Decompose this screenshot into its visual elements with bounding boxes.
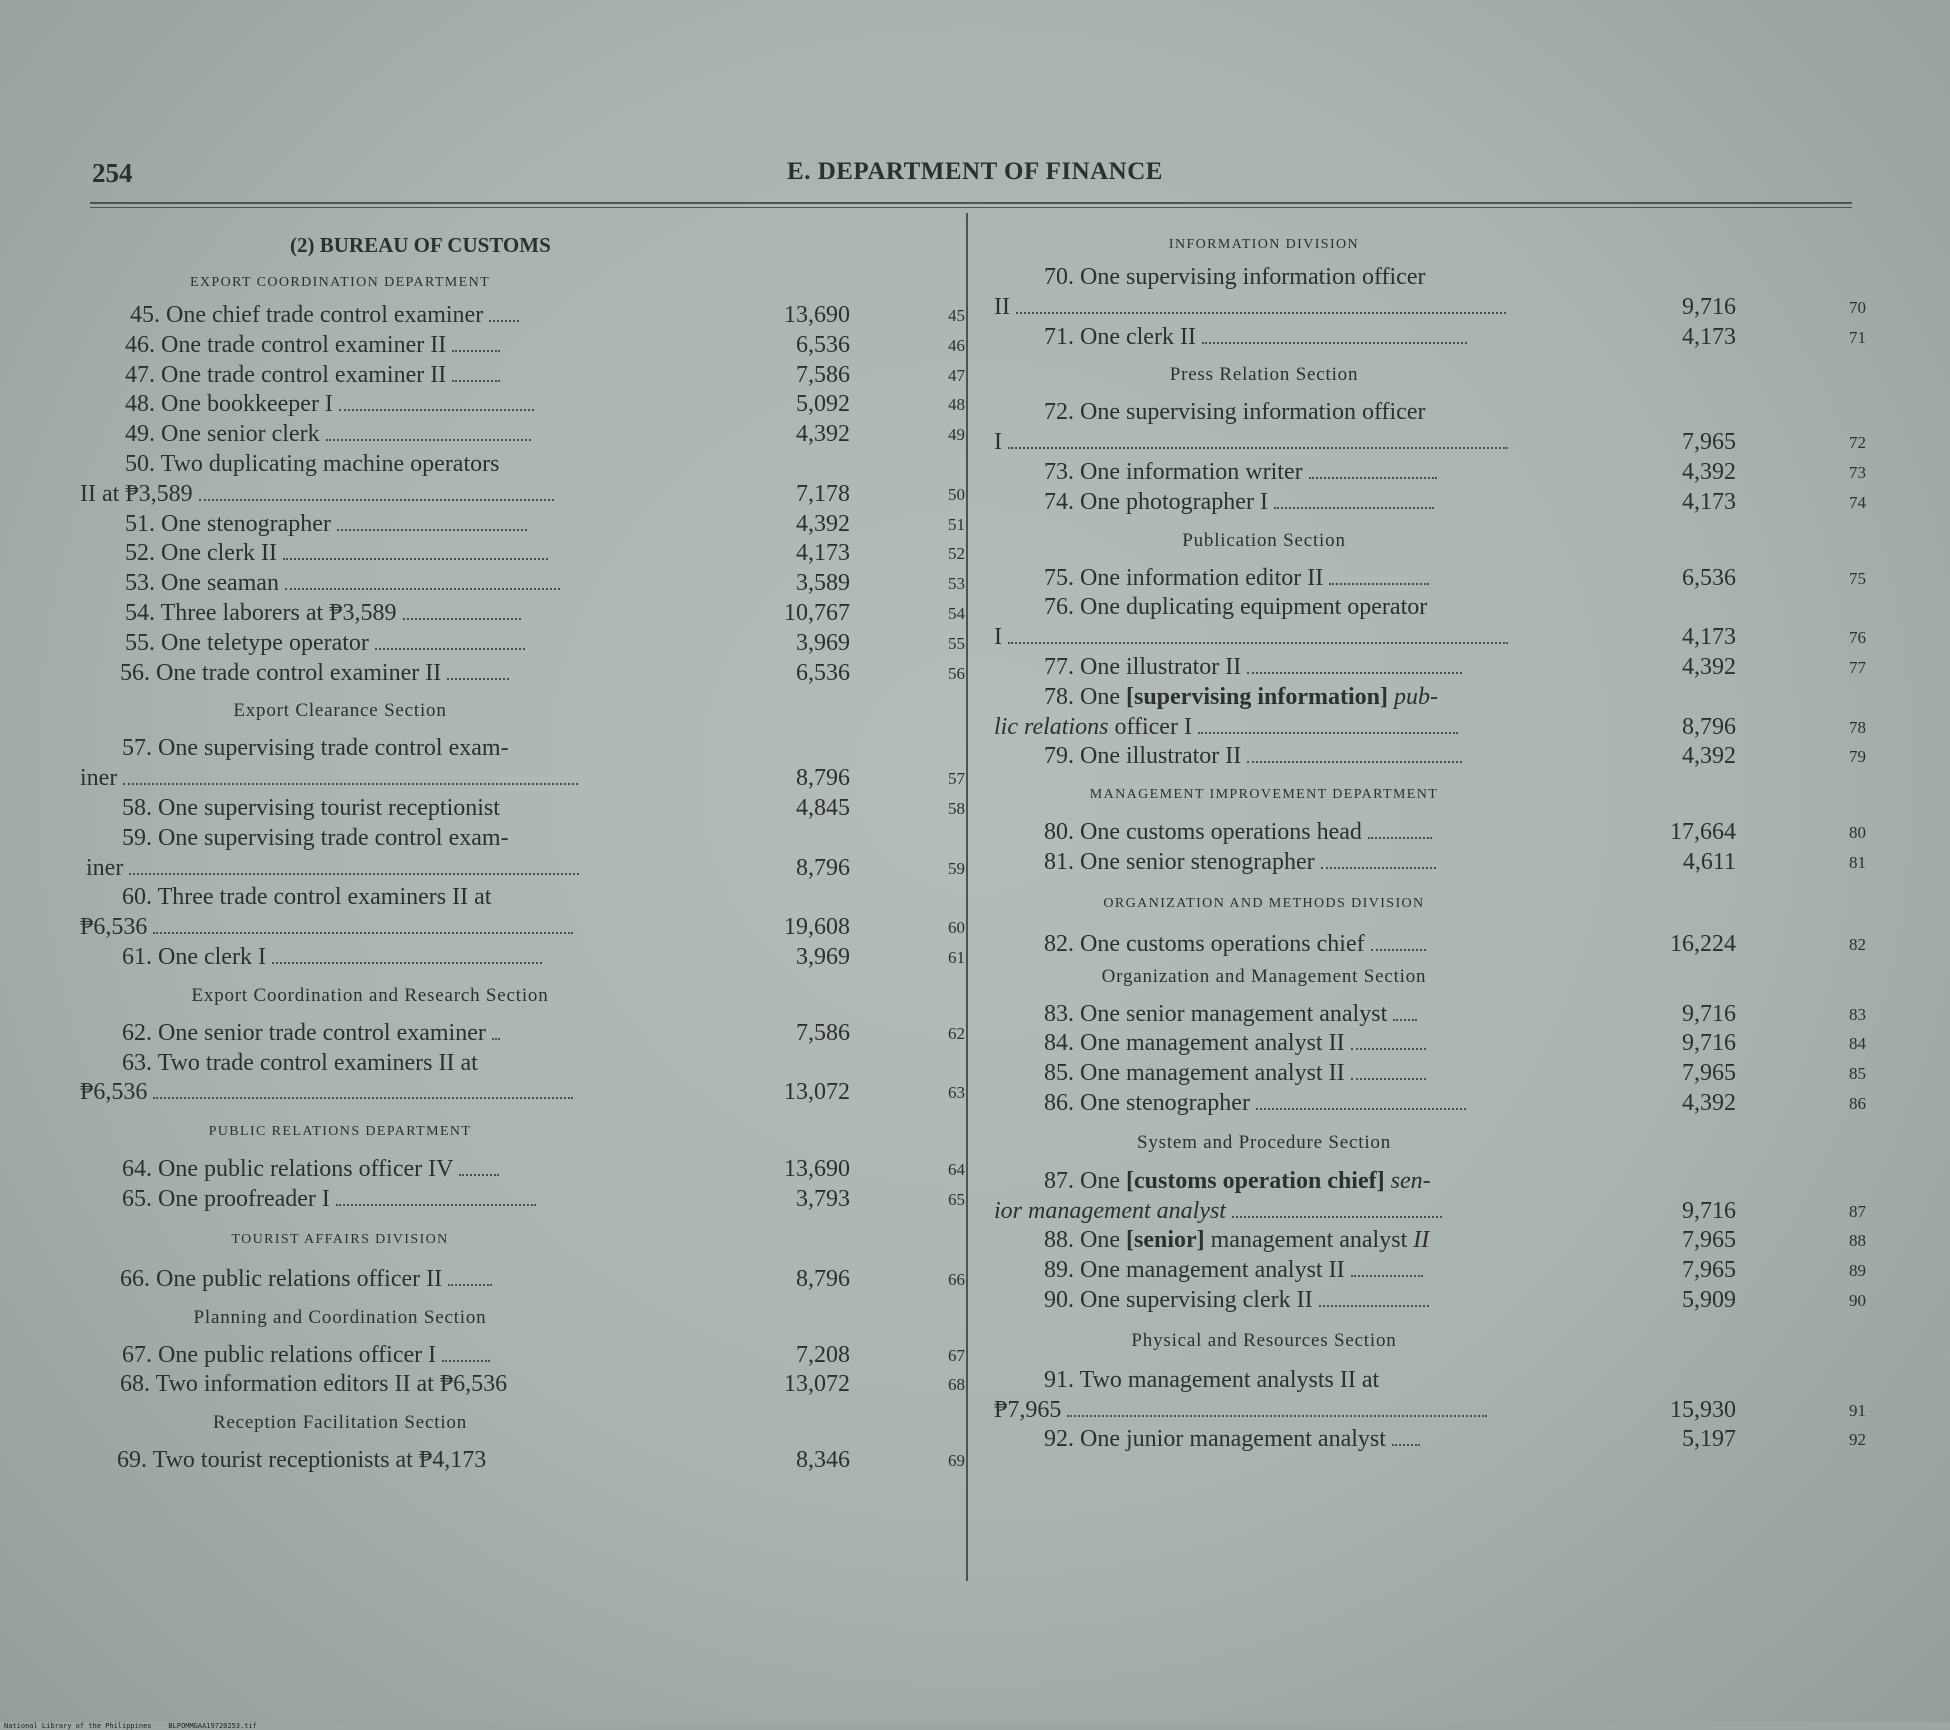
department-heading: MANAGEMENT IMPROVEMENT DEPARTMENT (1089, 787, 1439, 803)
line-item-72: 72. One supervising information officer I 7,965 72 (994, 399, 1866, 456)
line-item-68: 68. Two information editors II at ₱6,536 13,072 68 (120, 1371, 965, 1398)
column-divider (966, 213, 968, 1581)
line-item-89: 89. One management analyst II 7,965 89 (1044, 1257, 1866, 1284)
line-item-46: 46. One trade control examiner II 6,536 46 (125, 331, 965, 358)
line-item-69: 69. Two tourist receptionists at ₱4,173 8,346 69 (117, 1447, 965, 1474)
line-item-73: 73. One information writer 4,392 73 (1044, 458, 1866, 485)
line-item-45: 45. One chief trade control examiner 13,690 45 (130, 302, 965, 328)
division-heading: INFORMATION DIVISION (1168, 237, 1360, 252)
line-item-92: 92. One junior management analyst 5,197 92 (1044, 1426, 1866, 1453)
line-item-55: 55. One teletype operator 3,969 55 (125, 629, 965, 656)
line-item-59: 59. One supervising trade control exam- iner 8,796 59 (86, 824, 965, 881)
line-item-49: 49. One senior clerk 4,392 49 (125, 421, 965, 448)
line-item-63: 63. Two trade control examiners II at ₱6,536 13,072 63 (80, 1049, 965, 1106)
line-item-60: 60. Three trade control examiners II at ₱6,536 19,608 60 (80, 884, 965, 941)
line-item-67: 67. One public relations officer I 7,208 67 (122, 1341, 965, 1368)
line-item-61: 61. One clerk I 3,969 61 (122, 943, 965, 970)
line-item-54: 54. Three laborers at ₱3,589 10,767 54 (125, 599, 965, 626)
bureau-heading: (2) BUREAU OF CUSTOMS (290, 233, 551, 257)
department-heading: PUBLIC RELATIONS DEPARTMENT (208, 1124, 472, 1140)
line-item-82: 82. One customs operations chief 16,224 82 (1044, 930, 1866, 957)
line-item-75: 75. One information editor II 6,536 75 (1044, 564, 1866, 591)
division-heading: ORGANIZATION AND METHODS DIVISION (1103, 895, 1425, 911)
section-heading: Export Clearance Section (233, 700, 447, 722)
page-title: E. DEPARTMENT OF FINANCE (787, 158, 1163, 185)
line-item-83: 83. One senior management analyst 9,716 83 (1044, 1000, 1866, 1027)
header-rule (90, 202, 1852, 204)
section-heading: Reception Facilitation Section (212, 1412, 468, 1434)
line-item-52: 52. One clerk II 4,173 52 (125, 540, 965, 567)
line-item-79: 79. One illustrator II 4,392 79 (1044, 743, 1866, 770)
line-item-80: 80. One customs operations head 17,664 80 (1044, 819, 1866, 846)
line-item-50: 50. Two duplicating machine operators II at ₱3,589 7,178 50 (80, 450, 965, 507)
section-heading: Planning and Coordination Section (193, 1306, 487, 1328)
division-heading: TOURIST AFFAIRS DIVISION (231, 1231, 449, 1247)
line-item-51: 51. One stenographer 4,392 51 (125, 510, 965, 537)
scan-footer (4, 1722, 257, 1730)
line-item-76: 76. One duplicating equipment operator I 4,173 76 (994, 594, 1866, 651)
line-item-56: 56. One trade control examiner II 6,536 56 (120, 659, 965, 686)
left-column (80, 226, 965, 1476)
line-item-85: 85. One management analyst II 7,965 85 (1044, 1060, 1866, 1087)
line-item-71: 71. One clerk II 4,173 71 (1044, 323, 1866, 350)
line-item-66: 66. One public relations officer II 8,796 66 (120, 1265, 965, 1292)
section-heading: Publication Section (1182, 529, 1346, 551)
line-item-86: 86. One stenographer 4,392 86 (1044, 1089, 1866, 1116)
line-item-65: 65. One proofreader I 3,793 65 (122, 1185, 965, 1212)
line-item-58: 58. One supervising tourist receptionist 4,845 58 (122, 794, 965, 821)
line-item-64: 64. One public relations officer IV 13,690 64 (122, 1156, 965, 1183)
line-item-48: 48. One bookkeeper I 5,092 48 (125, 391, 965, 418)
page-number: 254 (92, 158, 133, 188)
line-item-91: 91. Two management analysts II at ₱7,965 15,930 91 (994, 1366, 1866, 1423)
line-item-90: 90. One supervising clerk II 5,909 90 (1044, 1286, 1866, 1313)
right-column (994, 226, 1870, 1455)
line-item-62: 62. One senior trade control examiner 7,586 62 (122, 1019, 965, 1046)
section-heading: Press Relation Section (1169, 364, 1359, 386)
line-item-87: 87. One [customs operation chief] sen- ior management analyst 9,716 87 (994, 1167, 1866, 1224)
section-heading: Organization and Management Section (1101, 965, 1427, 987)
header-rule-thin (90, 207, 1852, 208)
line-item-74: 74. One photographer I 4,173 74 (1044, 488, 1866, 515)
section-heading: System and Procedure Section (1136, 1131, 1392, 1153)
library-credit: National Library of the Philippines (4, 1722, 152, 1730)
file-id: BLPOMMGAA19720253.tif (168, 1722, 257, 1730)
line-item-53: 53. One seaman 3,589 53 (125, 570, 965, 597)
line-item-81: 81. One senior stenographer 4,611 81 (1044, 848, 1866, 875)
line-item-57: 57. One supervising trade control exam- iner 8,796 57 (80, 735, 965, 792)
line-item-78: 78. One [supervising information] pub- lic relations officer I 8,796 78 (994, 683, 1866, 740)
line-item-84: 84. One management analyst II 9,716 84 (1044, 1030, 1866, 1057)
section-heading: Physical and Resources Section (1131, 1329, 1397, 1351)
line-item-77: 77. One illustrator II 4,392 77 (1044, 653, 1866, 680)
section-heading: Export Coordination and Research Section (191, 984, 549, 1006)
line-item-88: 88. One [senior] management analyst II 7,965 88 (1044, 1227, 1866, 1254)
department-heading: EXPORT COORDINATION DEPARTMENT (189, 275, 491, 290)
line-item-47: 47. One trade control examiner II 7,586 47 (125, 361, 965, 388)
line-item-70: 70. One supervising information officer II 9,716 70 (994, 264, 1866, 320)
